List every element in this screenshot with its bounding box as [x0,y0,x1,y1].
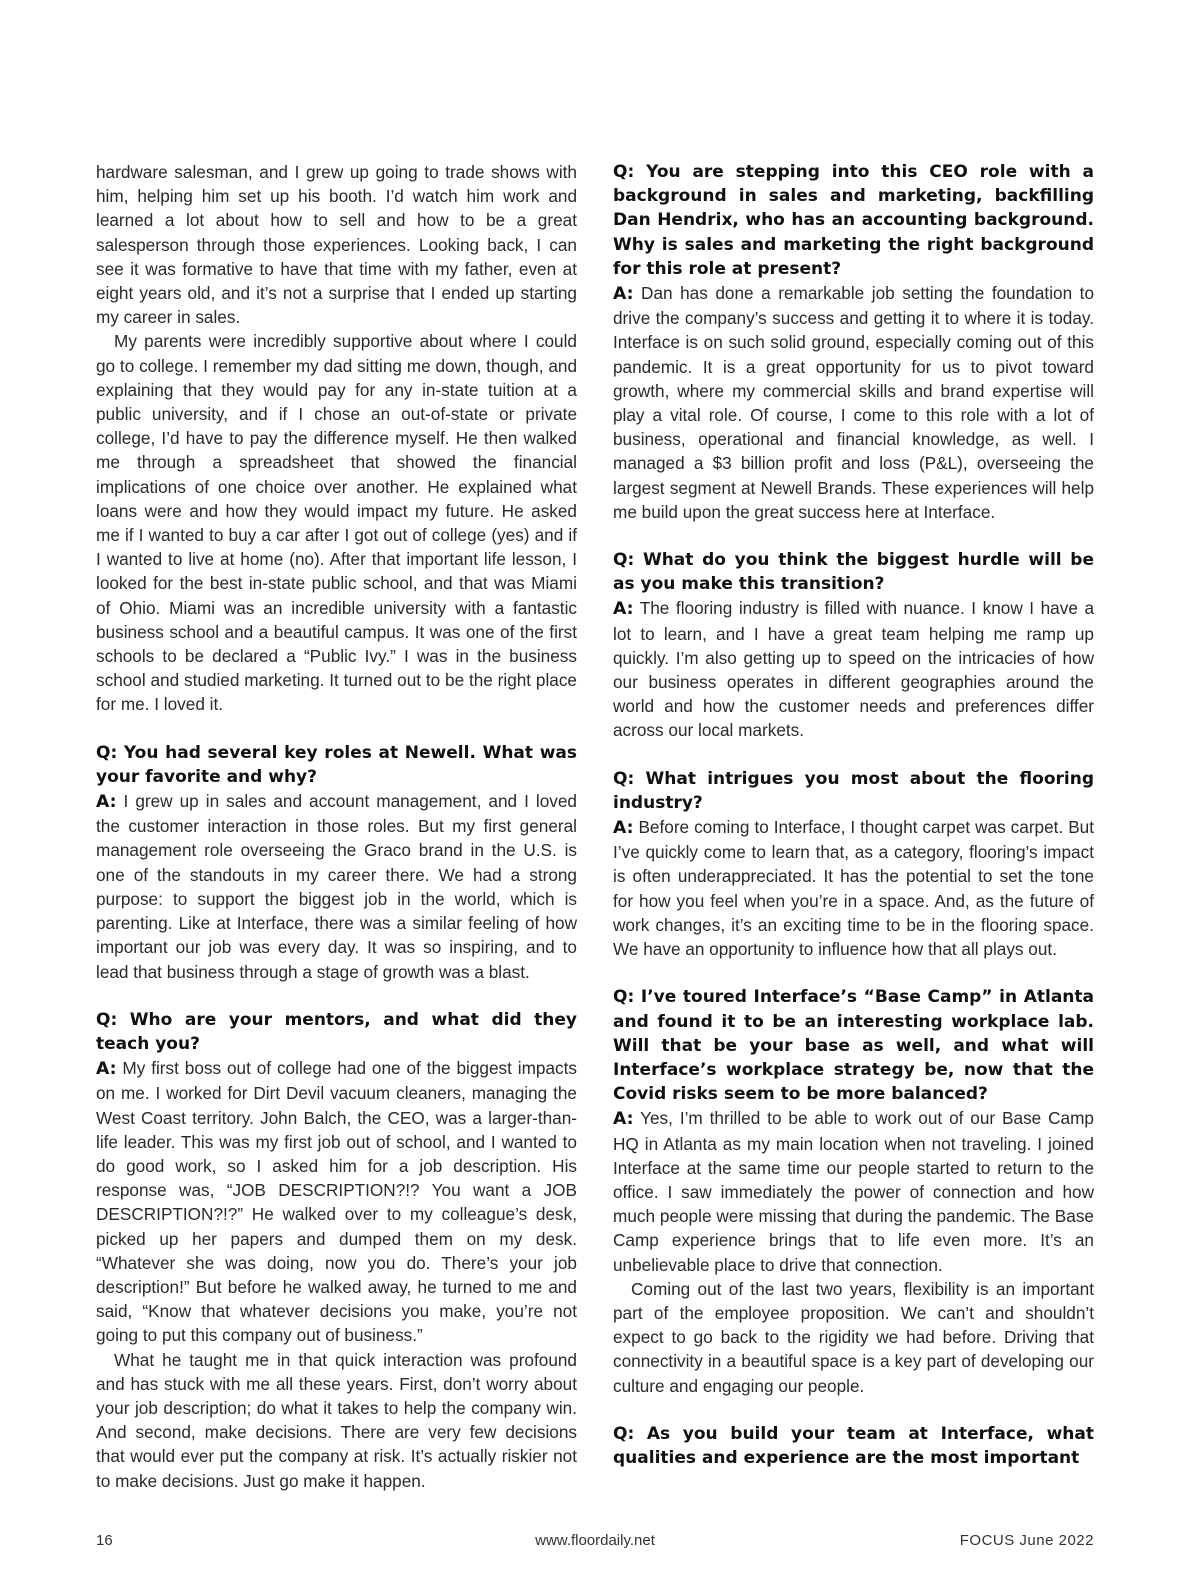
section-spacer [613,743,1094,767]
answer-text: Dan has done a remarkable job setting the foundation to drive the company’s success and getting it to where it is today. Interface is on such solid ground, especially coming out of this pandemic. It is a great opportunity for us to pivot toward growth, where my commercial skills and brand expertise will play a vital role. Of course, I come to this role with a lot of business, operational and financial knowledge, as well. I managed a $3 billion profit and loss (P&L), overseeing the largest segment at Newell Brands. These experiences will help me build upon the great success here at Interface. [613,283,1094,522]
answer-text: I grew up in sales and account management, and I loved the customer interaction in those roles. But my first general management role overseeing the Graco brand in the U.S. is one of the standouts in my career there. We had a strong purpose: to support the biggest job in the world, which is parenting. Like at Interface, there was a similar feeling of how important our job was every day. It was so inspiring, and to lead that business through a stage of growth was a blast. [96,791,577,982]
publication-issue: FOCUS June 2022 [959,1532,1094,1549]
section-spacer [613,1398,1094,1422]
body-paragraph: hardware salesman, and I grew up going to trade shows with him, helping him set up his booth. I’d watch him work and learned a lot about how to sell and how to be a great salesperson through those experiences. Looking back, I can see it was formative to have that time with my father, even at eight years old, and it’s not a surprise that I ended up starting my career in sales. [96,162,577,328]
answer-label: A: [613,599,634,620]
answer-label: A: [96,792,117,813]
answer-paragraph [96,789,577,984]
question-heading: Q: What do you think the biggest hurdle will be as you make this transition? [613,550,1094,595]
body-paragraph: My parents were incredibly supportive about where I could go to college. I remember my dad sitting me down, though, and explaining that they would pay for any in-state tuition at a public university, and if I chose an out-of-state or private college, I’d have to pay the difference myself. He then walked me through a spreadsheet that showed the financial implications of one choice over another. He explained what loans were and how they would impact my future. He asked me if I wanted to buy a car after I got out of college (yes) and if I wanted to live at home (no). After that important life lesson, I looked for the best in-state public school, and that was Miami of Ohio. Miami was an incredible university with a fantastic business school and a beautiful campus. It was one of the first schools to be declared a “Public Ivy.” I was in the business school and studied marketing. It turned out to be the right place for me. I loved it. [96,331,577,715]
page-footer [96,1532,1094,1554]
website-link[interactable]: www.floordaily.net [535,1532,655,1549]
answer-paragraph [96,1056,577,1347]
answer-text: Before coming to Interface, I thought carpet was carpet. But I’ve quickly come to learn that, as a category, flooring’s impact is often underappreciated. It has the potential to set the tone for how you feel when you’re in a space. And, as the future of work changes, it’s an exciting time to be in the flooring space. We have an opportunity to influence how that all plays out. [613,817,1094,960]
answer-paragraph [613,596,1094,742]
section-spacer [96,984,577,1008]
answer-label: A: [96,1059,117,1080]
answer-text: My first boss out of college had one of the biggest impacts on me. I worked for Dirt Devil vacuum cleaners, managing the West Coast territory. John Balch, the CEO, was a larger-than-life leader. This was my first job out of school, and I wanted to do good work, so I asked him for a job description. His response was, “JOB DESCRIPTION?!? You want a JOB DESCRIPTION?!?” He walked over to my colleague’s desk, picked up her papers and dumped them on my desk. “Whatever she was doing, now you do. There’s your job description!” But before he walked away, he turned to me and said, “Know that whatever decisions you make, you’re not going to put this company out of business.” [96,1058,577,1346]
answer-paragraph [613,1106,1094,1276]
question-heading: Q: You are stepping into this CEO role with a background in sales and marketing, backfilling Dan Hendrix, who has an accounting background. Why is sales and marketing the right background for this role at present? [613,162,1094,279]
question-heading: Q: I’ve toured Interface’s “Base Camp” in Atlanta and found it to be an interesting workplace lab. Will that be your base as well, and what will Interface’s workplace strategy be, now that the Covid risks seem to be more balanced? [613,987,1094,1105]
answer-paragraph [613,815,1094,961]
answer-text: The flooring industry is filled with nuance. I know I have a lot to learn, and I have a great team helping me ramp up quickly. I’m also getting up to speed on the intricacies of how our business operates in different geographies around the world and how the customer needs and preferences differ across our local markets. [613,598,1094,741]
right-column [613,160,1094,1470]
answer-label: A: [613,284,634,305]
section-spacer [96,717,577,741]
body-paragraph: Coming out of the last two years, flexibility is an important part of the employee proposition. We can’t and shouldn’t expect to go back to the rigidity we had before. Driving that connectivity in a beautiful space is a key part of developing our culture and engaging our people. [613,1278,1094,1396]
answer-paragraph [613,281,1094,524]
section-spacer [613,524,1094,548]
question-heading: Q: You had several key roles at Newell. What was your favorite and why? [96,742,577,787]
question-heading: Q: What intrigues you most about the flooring industry? [613,768,1094,813]
body-paragraph: What he taught me in that quick interaction was profound and has stuck with me all these years. First, don’t worry about your job description; do what it takes to help the company win. And second, make decisions. There are very few decisions that would ever put the company at risk. It’s actually riskier not to make decisions. Just go make it happen. [96,1349,577,1491]
answer-label: A: [613,818,634,839]
question-heading: Q: As you build your team at Interface, what qualities and experience are the most important [613,1423,1094,1468]
question-heading: Q: Who are your mentors, and what did they teach you? [96,1009,577,1054]
section-spacer [613,961,1094,985]
left-column [96,160,577,1493]
page-number: 16 [96,1532,113,1549]
answer-label: A: [613,1109,634,1130]
answer-text: Yes, I’m thrilled to be able to work out of our Base Camp HQ in Atlanta as my main location when not traveling. I joined Interface at the same time our people started to return to the office. I saw immediately the power of connection and how much people were missing that during the pandemic. The Base Camp experience brings that to life even more. It’s an unbelievable place to drive that connection. [613,1108,1094,1275]
